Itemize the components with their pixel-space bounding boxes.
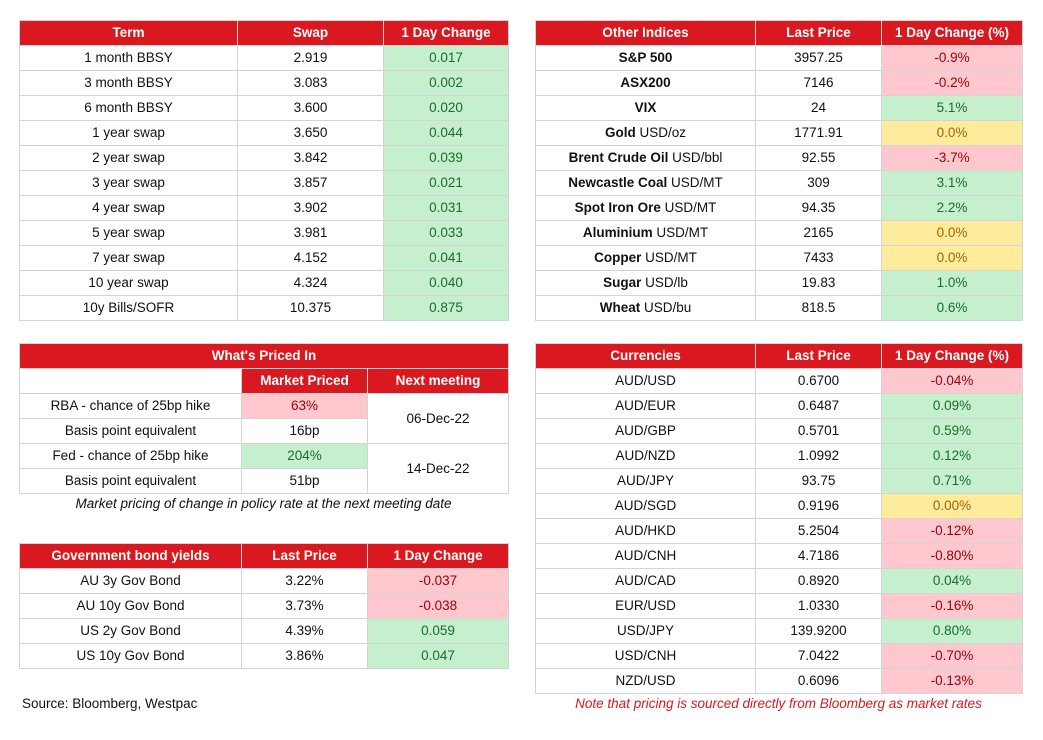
index-name: Aluminium (582, 225, 653, 240)
swap-row (20, 71, 509, 96)
index-name-cell (536, 221, 756, 246)
currency-change: 0.09% (882, 394, 1023, 419)
index-name-cell (536, 171, 756, 196)
currency-price: 0.8920 (756, 569, 882, 594)
index-price: 3957.25 (756, 46, 882, 71)
swap-change: 0.044 (384, 121, 509, 146)
swap-rate: 3.981 (238, 221, 384, 246)
index-change: 0.0% (882, 221, 1023, 246)
fed-value: 204% (242, 444, 368, 469)
index-change: -0.9% (882, 46, 1023, 71)
swap-term: 5 year swap (20, 221, 238, 246)
bond-price: 3.22% (242, 569, 368, 594)
indices-header-price: Last Price (756, 21, 882, 46)
currency-change: 0.80% (882, 619, 1023, 644)
currency-row (536, 444, 1023, 469)
swap-term: 3 year swap (20, 171, 238, 196)
currency-price: 0.9196 (756, 494, 882, 519)
currency-pair: NZD/USD (536, 669, 756, 694)
swap-term: 1 year swap (20, 121, 238, 146)
index-unit: USD/bu (640, 300, 692, 315)
swap-term: 10 year swap (20, 271, 238, 296)
currency-pair: EUR/USD (536, 594, 756, 619)
index-name-cell (536, 96, 756, 121)
currency-pair: AUD/NZD (536, 444, 756, 469)
index-unit: USD/lb (641, 275, 688, 290)
index-unit: USD/MT (660, 200, 717, 215)
indices-row (536, 271, 1023, 296)
currency-pair: AUD/CAD (536, 569, 756, 594)
swap-rate: 4.152 (238, 246, 384, 271)
rba-label: RBA - chance of 25bp hike (20, 394, 242, 419)
swap-change: 0.031 (384, 196, 509, 221)
swap-row (20, 146, 509, 171)
index-price: 19.83 (756, 271, 882, 296)
currency-pair: AUD/USD (536, 369, 756, 394)
currency-price: 0.6096 (756, 669, 882, 694)
swap-table (19, 20, 509, 321)
rba-bp-value: 16bp (242, 419, 368, 444)
source-note: Source: Bloomberg, Westpac (22, 696, 198, 711)
index-unit: USD/MT (667, 175, 723, 190)
currency-change: -0.16% (882, 594, 1023, 619)
index-price: 2165 (756, 221, 882, 246)
bond-change: 0.047 (368, 644, 509, 669)
index-change: 5.1% (882, 96, 1023, 121)
bond-row (20, 569, 509, 594)
currency-price: 4.7186 (756, 544, 882, 569)
currency-row (536, 619, 1023, 644)
swap-row (20, 246, 509, 271)
swap-header-term: Term (20, 21, 238, 46)
priced-in-title: What's Priced In (20, 344, 509, 369)
currency-row (536, 669, 1023, 694)
bonds-header-price: Last Price (242, 544, 368, 569)
currency-price: 7.0422 (756, 644, 882, 669)
index-name-cell (536, 146, 756, 171)
fed-bp-label: Basis point equivalent (20, 469, 242, 494)
currencies-table (535, 343, 1023, 694)
swap-change: 0.039 (384, 146, 509, 171)
index-name-cell (536, 271, 756, 296)
bond-name: US 2y Gov Bond (20, 619, 242, 644)
swap-rate: 3.842 (238, 146, 384, 171)
indices-row (536, 171, 1023, 196)
currencies-header-price: Last Price (756, 344, 882, 369)
swap-change: 0.040 (384, 271, 509, 296)
bond-change: -0.038 (368, 594, 509, 619)
index-name: Copper (594, 250, 642, 265)
currency-pair: USD/CNH (536, 644, 756, 669)
swap-row (20, 96, 509, 121)
index-price: 309 (756, 171, 882, 196)
indices-header-name: Other Indices (536, 21, 756, 46)
rba-bp-label: Basis point equivalent (20, 419, 242, 444)
index-name: ASX200 (620, 75, 671, 90)
currency-price: 0.6700 (756, 369, 882, 394)
index-name: Brent Crude Oil (568, 150, 669, 165)
rba-next-date: 06-Dec-22 (368, 394, 509, 444)
swap-change: 0.021 (384, 171, 509, 196)
priced-in-header-market: Market Priced (242, 369, 368, 394)
index-name: Newcastle Coal (568, 175, 668, 190)
priced-in-note: Market pricing of change in policy rate at the next meeting date (75, 496, 452, 511)
currency-price: 0.6487 (756, 394, 882, 419)
index-change: 2.2% (882, 196, 1023, 221)
swap-term: 2 year swap (20, 146, 238, 171)
index-name-cell (536, 46, 756, 71)
currency-row (536, 594, 1023, 619)
currencies-header-change: 1 Day Change (%) (882, 344, 1023, 369)
currencies-header-pair: Currencies (536, 344, 756, 369)
swap-row (20, 221, 509, 246)
currency-row (536, 544, 1023, 569)
bond-name: US 10y Gov Bond (20, 644, 242, 669)
index-change: 0.6% (882, 296, 1023, 321)
index-price: 7146 (756, 71, 882, 96)
swap-rate: 3.650 (238, 121, 384, 146)
index-unit: USD/oz (635, 125, 686, 140)
swap-change: 0.017 (384, 46, 509, 71)
index-change: 0.0% (882, 246, 1023, 271)
index-name-cell (536, 296, 756, 321)
indices-table (535, 20, 1023, 321)
swap-rate: 2.919 (238, 46, 384, 71)
currency-pair: AUD/HKD (536, 519, 756, 544)
currency-pair: AUD/JPY (536, 469, 756, 494)
priced-in-header-next: Next meeting (368, 369, 509, 394)
swap-term: 4 year swap (20, 196, 238, 221)
currency-change: -0.12% (882, 519, 1023, 544)
swap-term: 1 month BBSY (20, 46, 238, 71)
swap-row (20, 46, 509, 71)
swap-change: 0.033 (384, 221, 509, 246)
swap-row (20, 296, 509, 321)
indices-row (536, 46, 1023, 71)
currency-change: 0.59% (882, 419, 1023, 444)
rba-value: 63% (242, 394, 368, 419)
index-name: Gold (604, 125, 636, 140)
currency-pair: USD/JPY (536, 619, 756, 644)
swap-term: 3 month BBSY (20, 71, 238, 96)
bond-row (20, 644, 509, 669)
currency-pair: AUD/CNH (536, 544, 756, 569)
index-change: 0.0% (882, 121, 1023, 146)
swap-header-change: 1 Day Change (384, 21, 509, 46)
currency-row (536, 419, 1023, 444)
swap-rate: 3.857 (238, 171, 384, 196)
fed-bp-value: 51bp (242, 469, 368, 494)
swap-term: 6 month BBSY (20, 96, 238, 121)
index-price: 24 (756, 96, 882, 121)
swap-rate: 3.083 (238, 71, 384, 96)
bond-change: 0.059 (368, 619, 509, 644)
bonds-table (19, 543, 509, 669)
swap-header-swap: Swap (238, 21, 384, 46)
indices-row (536, 96, 1023, 121)
index-change: 3.1% (882, 171, 1023, 196)
swap-change: 0.020 (384, 96, 509, 121)
bond-name: AU 10y Gov Bond (20, 594, 242, 619)
index-price: 92.55 (756, 146, 882, 171)
indices-row (536, 146, 1023, 171)
index-price: 1771.91 (756, 121, 882, 146)
index-change: -3.7% (882, 146, 1023, 171)
index-name: S&P 500 (618, 50, 673, 65)
swap-row (20, 271, 509, 296)
index-name-cell (536, 71, 756, 96)
indices-row (536, 296, 1023, 321)
swap-term: 10y Bills/SOFR (20, 296, 238, 321)
currency-row (536, 394, 1023, 419)
indices-row (536, 221, 1023, 246)
currency-row (536, 519, 1023, 544)
index-name: Spot Iron Ore (574, 200, 661, 215)
bond-row (20, 619, 509, 644)
fed-next-date: 14-Dec-22 (368, 444, 509, 494)
swap-rate: 3.902 (238, 196, 384, 221)
currency-price: 0.5701 (756, 419, 882, 444)
index-name: Sugar (603, 275, 642, 290)
swap-row (20, 196, 509, 221)
indices-row (536, 121, 1023, 146)
index-price: 818.5 (756, 296, 882, 321)
currency-row (536, 494, 1023, 519)
index-price: 7433 (756, 246, 882, 271)
currency-change: -0.04% (882, 369, 1023, 394)
currency-pair: AUD/EUR (536, 394, 756, 419)
swap-rate: 4.324 (238, 271, 384, 296)
swap-change: 0.041 (384, 246, 509, 271)
index-name-cell (536, 196, 756, 221)
currency-change: 0.12% (882, 444, 1023, 469)
indices-row (536, 196, 1023, 221)
currency-price: 1.0992 (756, 444, 882, 469)
swap-change: 0.875 (384, 296, 509, 321)
index-name: VIX (634, 100, 657, 115)
swap-row (20, 171, 509, 196)
currency-change: 0.71% (882, 469, 1023, 494)
fed-label: Fed - chance of 25bp hike (20, 444, 242, 469)
bond-price: 3.86% (242, 644, 368, 669)
swap-rate: 3.600 (238, 96, 384, 121)
swap-term: 7 year swap (20, 246, 238, 271)
pricing-disclaimer: Note that pricing is sourced directly from Bloomberg as market rates (575, 696, 982, 711)
bond-row (20, 594, 509, 619)
bond-price: 3.73% (242, 594, 368, 619)
bond-change: -0.037 (368, 569, 509, 594)
index-change: -0.2% (882, 71, 1023, 96)
currency-price: 139.9200 (756, 619, 882, 644)
currency-change: 0.04% (882, 569, 1023, 594)
currency-change: -0.13% (882, 669, 1023, 694)
currency-price: 93.75 (756, 469, 882, 494)
index-name: Wheat (599, 300, 641, 315)
index-name-cell (536, 121, 756, 146)
indices-header-change: 1 Day Change (%) (882, 21, 1023, 46)
currency-pair: AUD/SGD (536, 494, 756, 519)
priced-in-blank-cell (20, 369, 242, 394)
currency-change: -0.80% (882, 544, 1023, 569)
currency-pair: AUD/GBP (536, 419, 756, 444)
currency-row (536, 644, 1023, 669)
priced-in-table (19, 343, 509, 494)
swap-change: 0.002 (384, 71, 509, 96)
bond-name: AU 3y Gov Bond (20, 569, 242, 594)
currency-price: 5.2504 (756, 519, 882, 544)
currency-change: -0.70% (882, 644, 1023, 669)
currency-price: 1.0330 (756, 594, 882, 619)
index-price: 94.35 (756, 196, 882, 221)
index-name-cell (536, 246, 756, 271)
index-unit: USD/MT (652, 225, 709, 240)
index-change: 1.0% (882, 271, 1023, 296)
currency-row (536, 369, 1023, 394)
index-unit: USD/bbl (668, 150, 723, 165)
swap-rate: 10.375 (238, 296, 384, 321)
bonds-header-name: Government bond yields (20, 544, 242, 569)
currency-change: 0.00% (882, 494, 1023, 519)
indices-row (536, 246, 1023, 271)
indices-row (536, 71, 1023, 96)
currency-row (536, 469, 1023, 494)
currency-row (536, 569, 1023, 594)
bonds-header-change: 1 Day Change (368, 544, 509, 569)
index-unit: USD/MT (641, 250, 697, 265)
bond-price: 4.39% (242, 619, 368, 644)
swap-row (20, 121, 509, 146)
